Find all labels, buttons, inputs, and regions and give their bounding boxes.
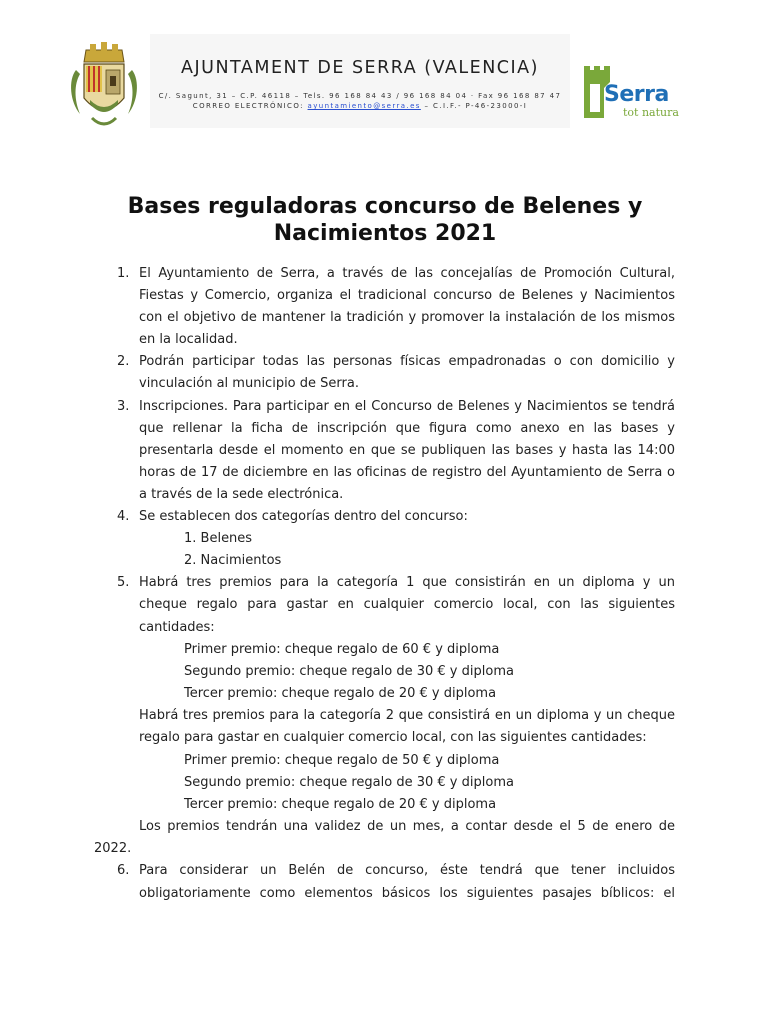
prize-line: Primer premio: cheque regalo de 50 € y diploma	[184, 753, 500, 768]
prize-line: Segundo premio: cheque regalo de 30 € y diploma	[184, 664, 514, 679]
item-number: 3.	[117, 399, 130, 414]
item-1-line: con el objetivo de mantener la tradición y promover la instalación de los mismos	[139, 310, 675, 325]
item-number: 5.	[117, 575, 130, 590]
item-5-line: regalo para gastar en cualquier comercio local, con las siguientes cantidades:	[139, 730, 647, 745]
title-line-2: Nacimientos 2021	[273, 221, 497, 246]
item-number: 4.	[117, 509, 130, 524]
org-contact-line	[150, 102, 570, 110]
item-1-line: en la localidad.	[139, 332, 238, 347]
item-4-line: Se establecen dos categorías dentro del concurso:	[139, 509, 468, 524]
item-5-line: cantidades:	[139, 620, 215, 635]
title-line-1: Bases reguladoras concurso de Belenes y	[127, 194, 643, 219]
item-5-line: 2022.	[94, 841, 132, 856]
item-1-line: Fiestas y Comercio, organiza el tradicional concurso de Belenes y Nacimientos	[139, 288, 675, 303]
coat-of-arms-icon	[66, 40, 142, 132]
item-6-line: Para considerar un Belén de concurso, éste tendrá que tener incluidos	[139, 863, 675, 878]
item-3-line: horas de 17 de diciembre en las oficinas de registro del Ayuntamiento de Serra o	[139, 465, 675, 480]
category-item: 1. Belenes	[184, 531, 253, 546]
prize-line: Tercer premio: cheque regalo de 20 € y diploma	[184, 797, 497, 812]
org-address: C/. Sagunt, 31 – C.P. 46118 – Tels. 96 168 84 43 / 96 168 84 04 · Fax 96 168 87 47	[158, 92, 562, 100]
document-title	[90, 193, 680, 247]
item-2-line: Podrán participar todas las personas físicas empadronadas o con domicilio y	[139, 354, 675, 369]
serra-logo-tagline: tot natura	[623, 106, 679, 119]
item-1-line: El Ayuntamiento de Serra, a través de las concejalías de Promoción Cultural,	[139, 266, 675, 281]
item-number: 6.	[117, 863, 130, 878]
prize-line: Primer premio: cheque regalo de 60 € y diploma	[184, 642, 500, 657]
item-number: 2.	[117, 354, 130, 369]
cif-text: – C.I.F.- P-46-23000-I	[424, 102, 528, 110]
item-3-line: a través de la sede electrónica.	[139, 487, 344, 502]
org-name: AJUNTAMENT DE SERRA (VALENCIA)	[181, 58, 539, 78]
item-3-line: Inscripciones. Para participar en el Concurso de Belenes y Nacimientos se tendrá	[139, 399, 675, 414]
prize-line: Segundo premio: cheque regalo de 30 € y diploma	[184, 775, 514, 790]
item-number: 1.	[117, 266, 130, 281]
item-3-line: que rellenar la ficha de inscripción que figura como anexo en las bases y	[139, 421, 675, 436]
category-item: 2. Nacimientos	[184, 553, 282, 568]
item-2-line: vinculación al municipio de Serra.	[139, 376, 359, 391]
email-link[interactable]: ayuntamiento@serra.es	[307, 102, 421, 110]
letterhead-band	[150, 34, 570, 128]
item-5-line: Los premios tendrán una validez de un mes, a contar desde el 5 de enero de	[139, 819, 675, 834]
item-5-line: cheque regalo para gastar en cualquier comercio local, con las siguientes	[139, 597, 675, 612]
item-6-line: obligatoriamente como elementos básicos los siguientes pasajes bíblicos: el	[139, 886, 675, 901]
email-label: CORREO ELECTRÓNICO:	[192, 102, 304, 110]
serra-logo-word: Serra	[604, 82, 669, 107]
item-3-line: presentarla desde el momento en que se publiquen las bases y hasta las 14:00	[139, 443, 675, 458]
item-5-line: Habrá tres premios para la categoría 1 que consistirán en un diploma y un	[139, 575, 675, 590]
prize-line: Tercer premio: cheque regalo de 20 € y diploma	[184, 686, 497, 701]
item-5-line: Habrá tres premios para la categoría 2 que consistirá en un diploma y un cheque	[139, 708, 675, 723]
